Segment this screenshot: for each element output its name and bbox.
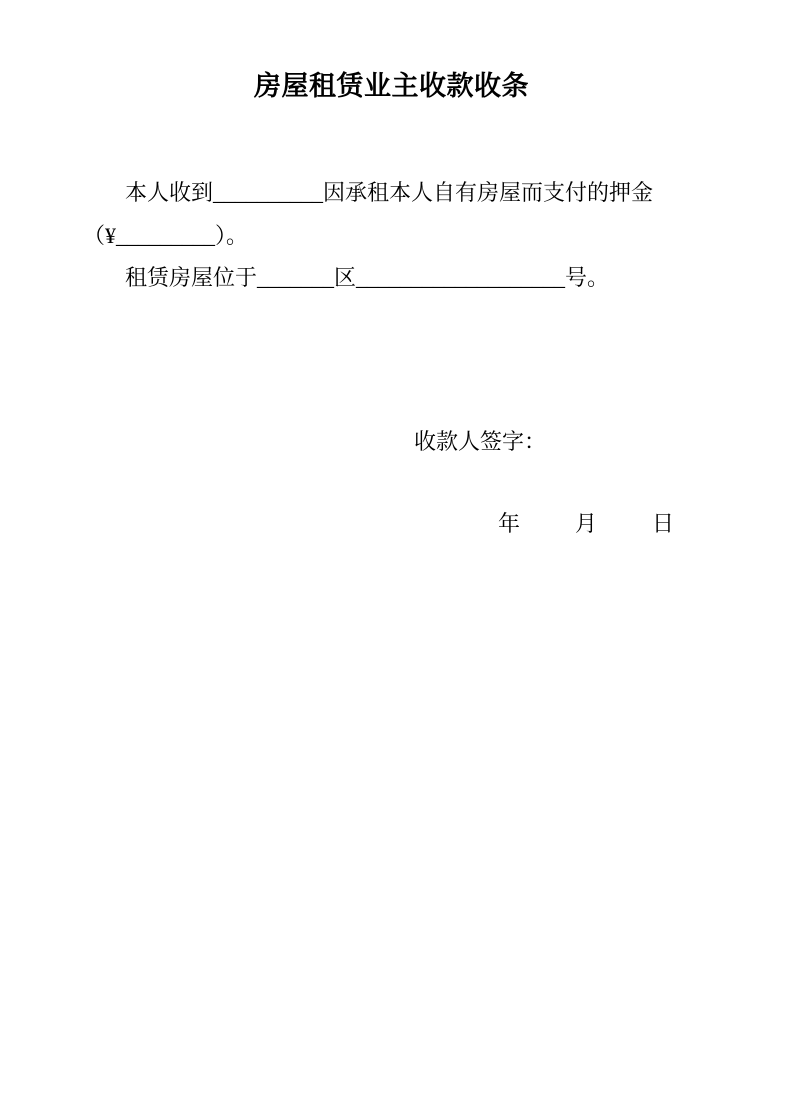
payee-signature-label: 收款人签字：	[414, 429, 547, 454]
day-label: 日	[652, 511, 675, 536]
date-line	[498, 510, 674, 538]
document-title: 房屋租赁业主收款收条	[254, 71, 529, 101]
month-label: 月	[575, 511, 598, 536]
body-paragraph	[83, 172, 700, 300]
receipt-intro-line: 本人收到__________因承租本人自有房屋而支付的押金	[125, 180, 654, 205]
deposit-amount-line: （¥_________）。	[83, 222, 249, 248]
year-label: 年	[498, 511, 521, 536]
property-location-line: 租赁房屋位于_______区___________________号。	[125, 265, 610, 290]
